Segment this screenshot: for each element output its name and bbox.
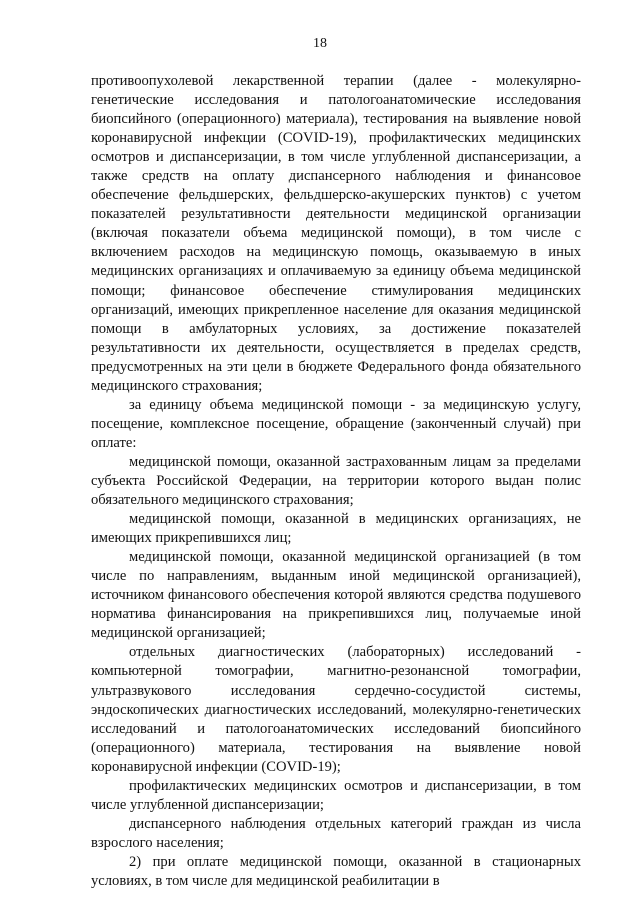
paragraph-3: медицинской помощи, оказанной застрахованным лицам за пределами субъекта Российской Федерации, на территории которого выдан полис обязательного медицинского страхования; bbox=[91, 453, 581, 509]
paragraph-1: противоопухолевой лекарственной терапии (далее - молекулярно-генетические исследования и патологоанатомические исследования биопсийного (операционного) материала), тестирования на выявление новой коронавирусной инфекции (COVID-19), профилактических медицинских осмотров и диспансеризации, в том числе углубленной диспансеризации, а также средств на оплату диспансерного наблюдения и финансовое обеспечение фельдшерских, фельдшерско-акушерских пунктов) с учетом показателей результативности деятельности медицинской организации (включая показатели объема медицинской помощи), в том числе с включением расходов на медицинскую помощь, оказываемую в иных медицинских организациях и оплачиваемую за единицу объема медицинской помощи; финансовое обеспечение стимулирования медицинских организаций, имеющих прикрепленное население для оказания медицинской помощи в амбулаторных условиях, за достижение показателей результативности их деятельности, осуществляется в пределах средств, предусмотренных на эти цели в бюджете Федерального фонда обязательного медицинского страхования; bbox=[91, 73, 581, 394]
document-body bbox=[91, 72, 581, 891]
page-number: 18 bbox=[313, 36, 327, 51]
paragraph-5: медицинской помощи, оказанной медицинской организацией (в том числе по направлениям, выданным иной медицинской организацией), источником финансового обеспечения которой являются средства подушевого норматива финансирования на прикрепившихся лиц, получаемые иной медицинской организацией; bbox=[91, 549, 581, 642]
paragraph-7: профилактических медицинских осмотров и диспансеризации, в том числе углубленной диспансеризации; bbox=[91, 777, 581, 813]
paragraph-2: за единицу объема медицинской помощи - за медицинскую услугу, посещение, комплексное посещение, обращение (законченный случай) при оплате: bbox=[91, 396, 581, 451]
paragraph-6: отдельных диагностических (лабораторных) исследований - компьютерной томографии, магнитно-резонансной томографии, ультразвукового исследования сердечно-сосудистой системы, эндоскопических диагностических исследований, молекулярно-генетических исследований и патологоанатомических исследований биопсийного (операционного) материала, тестирования на выявление новой коронавирусной инфекции (COVID-19); bbox=[91, 644, 581, 775]
paragraph-8: диспансерного наблюдения отдельных категорий граждан из числа взрослого населения; bbox=[91, 815, 581, 851]
paragraph-4: медицинской помощи, оказанной в медицинских организациях, не имеющих прикрепившихся лиц; bbox=[91, 511, 581, 547]
paragraph-9: 2) при оплате медицинской помощи, оказанной в стационарных условиях, в том числе для медицинской реабилитации в bbox=[91, 853, 581, 889]
